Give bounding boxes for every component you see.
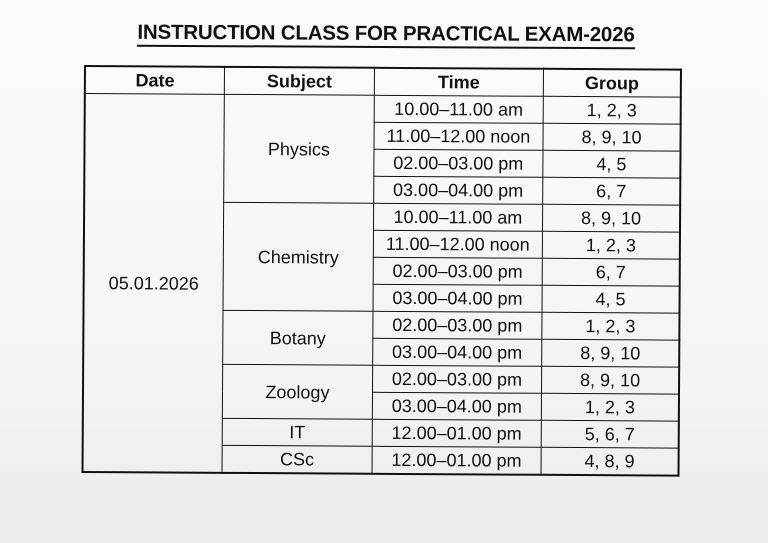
group-cell: 4, 5 [543, 150, 681, 178]
subject-cell: IT [222, 418, 372, 446]
time-cell: 02.00–03.00 pm [373, 311, 542, 339]
page-title [0, 20, 768, 48]
subject-cell: Physics [224, 94, 374, 203]
group-cell: 1, 2, 3 [542, 231, 680, 259]
group-cell: 6, 7 [543, 177, 681, 205]
time-cell: 02.00–03.00 pm [373, 257, 542, 285]
group-cell: 4, 8, 9 [541, 447, 679, 475]
time-cell: 10.00–11.00 am [373, 203, 542, 231]
time-cell: 02.00–03.00 pm [372, 365, 541, 393]
time-cell: 03.00–04.00 pm [372, 338, 541, 366]
time-cell: 03.00–04.00 pm [373, 176, 542, 204]
date-cell: 05.01.2026 [83, 94, 225, 473]
group-cell: 1, 2, 3 [542, 312, 680, 340]
group-cell: 8, 9, 10 [542, 366, 680, 394]
group-cell: 8, 9, 10 [543, 204, 681, 232]
schedule-body [83, 94, 681, 476]
header-row [85, 66, 681, 97]
group-cell: 4, 5 [542, 285, 680, 313]
group-cell: 6, 7 [542, 258, 680, 286]
table-row [85, 94, 681, 125]
subject-cell: Botany [223, 310, 373, 365]
subject-cell: Zoology [223, 364, 373, 419]
group-cell: 8, 9, 10 [542, 339, 680, 367]
group-cell: 1, 2, 3 [541, 393, 679, 421]
header-date: Date [85, 66, 225, 94]
group-cell: 8, 9, 10 [543, 123, 681, 151]
time-cell: 03.00–04.00 pm [372, 392, 541, 420]
time-cell: 11.00–12.00 noon [374, 122, 543, 150]
header-subject: Subject [225, 67, 375, 95]
time-cell: 12.00–01.00 pm [372, 446, 541, 475]
subject-cell: CSc [222, 445, 372, 473]
time-cell: 02.00–03.00 pm [374, 149, 543, 177]
time-cell: 11.00–12.00 noon [373, 230, 542, 258]
group-cell: 5, 6, 7 [541, 420, 679, 448]
header-group: Group [543, 69, 681, 97]
header-time: Time [374, 68, 543, 97]
group-cell: 1, 2, 3 [543, 96, 681, 124]
title-text: INSTRUCTION CLASS FOR PRACTICAL EXAM-2026 [137, 21, 634, 50]
time-cell: 12.00–01.00 pm [372, 419, 541, 447]
subject-cell: Chemistry [223, 202, 373, 311]
time-cell: 10.00–11.00 am [374, 95, 543, 123]
schedule-table [82, 65, 682, 477]
time-cell: 03.00–04.00 pm [373, 284, 542, 312]
